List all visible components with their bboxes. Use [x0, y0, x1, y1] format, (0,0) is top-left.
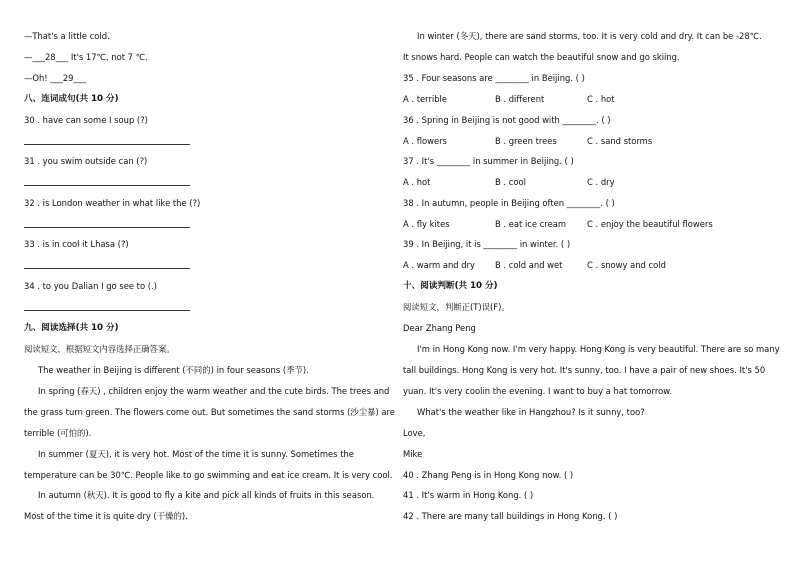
question-35: 35 . Four seasons are ________ in Beijing. ( ): [403, 73, 585, 83]
dialog-line: —___28___ It's 17℃, not 7 ℃.: [24, 52, 148, 62]
option-c[interactable]: C . snowy and cold: [587, 260, 666, 270]
section-10-instruction: 阅读短文，判断正(T)误(F)。: [403, 302, 510, 312]
question-39: 39 . In Beijing, it is ________ in winter. ( ): [403, 239, 571, 249]
option-a[interactable]: A . flowers: [403, 136, 447, 146]
option-c[interactable]: C . hot: [587, 94, 615, 104]
option-a[interactable]: A . terrible: [403, 94, 448, 104]
option-a[interactable]: A . fly kites: [403, 219, 450, 229]
passage-line: the grass turn green. The flowers come out. But sometimes the sand storms (沙尘暴) are: [24, 407, 395, 417]
answer-line-34[interactable]: [24, 310, 190, 311]
question-30: 30 . have can some I soup (?): [24, 115, 148, 125]
answer-line-30[interactable]: [24, 144, 190, 145]
question-42[interactable]: 42 . There are many tall buildings in Hong Kong. ( ): [403, 511, 618, 521]
option-a[interactable]: A . warm and dry: [403, 260, 475, 270]
answer-line-33[interactable]: [24, 268, 190, 269]
dialog-line: —That's a little cold.: [24, 31, 110, 41]
question-31: 31 . you swim outside can (?): [24, 156, 148, 166]
option-b[interactable]: B . cold and wet: [495, 260, 563, 270]
question-32: 32 . is London weather in what like the (?): [24, 198, 201, 208]
answer-line-31[interactable]: [24, 185, 190, 186]
option-a[interactable]: A . hot: [403, 177, 431, 187]
question-33: 33 . is in cool it Lhasa (?): [24, 239, 129, 249]
answer-line-32[interactable]: [24, 227, 190, 228]
question-36: 36 . Spring in Beijing is not good with ________. ( ): [403, 115, 611, 125]
section-8-title: 八、连词成句(共 10 分): [24, 94, 119, 104]
letter-line: yuan. It's very coolin the evening. I want to buy a hat tomorrow.: [403, 386, 672, 396]
option-b[interactable]: B . cool: [495, 177, 526, 187]
section-9-title: 九、阅读选择(共 10 分): [24, 323, 119, 333]
passage-line: It snows hard. People can watch the beautiful snow and go skiing.: [403, 52, 680, 62]
option-b[interactable]: B . different: [495, 94, 545, 104]
passage-line: In winter (冬天), there are sand storms, too. It is very cold and dry. It can be -28℃.: [417, 31, 762, 41]
section-10-title: 十、阅读判断(共 10 分): [403, 281, 498, 291]
section-9-instruction: 阅读短文，根据短文内容选择正确答案。: [24, 344, 175, 354]
option-b[interactable]: B . eat ice cream: [495, 219, 567, 229]
passage-line: Most of the time it is quite dry (干燥的).: [24, 511, 188, 521]
passage-line: In autumn (秋天). It is good to fly a kite and pick all kinds of fruits in this season.: [38, 490, 375, 500]
letter-greeting: Dear Zhang Peng: [403, 323, 476, 333]
question-40[interactable]: 40 . Zhang Peng is in Hong Kong now. ( ): [403, 470, 574, 480]
letter-closing: Love,: [403, 428, 426, 438]
passage-line: In summer (夏天), it is very hot. Most of the time it is sunny. Sometimes the: [38, 449, 354, 459]
passage-line: The weather in Beijing is different (不同的) in four seasons (季节).: [38, 365, 309, 375]
question-37: 37 . It's ________ in summer in Beijing. ( ): [403, 156, 574, 166]
option-c[interactable]: C . enjoy the beautiful flowers: [587, 219, 713, 229]
question-41[interactable]: 41 . It's warm in Hong Kong. ( ): [403, 490, 534, 500]
option-b[interactable]: B . green trees: [495, 136, 557, 146]
letter-signature: Mike: [403, 449, 423, 459]
question-34: 34 . to you Dalian I go see to (.): [24, 281, 157, 291]
dialog-line: —Oh! ___29___: [24, 73, 87, 83]
passage-line: In spring (春天) , children enjoy the warm weather and the cute birds. The trees and: [38, 386, 390, 396]
letter-line: I'm in Hong Kong now. I'm very happy. Hong Kong is very beautiful. There are so many: [417, 344, 780, 354]
question-38: 38 . In autumn, people in Beijing often ________. ( ): [403, 198, 615, 208]
letter-line: What's the weather like in Hangzhou? Is it sunny, too?: [417, 407, 645, 417]
passage-line: terrible (可怕的).: [24, 428, 92, 438]
option-c[interactable]: C . sand storms: [587, 136, 653, 146]
letter-line: tall buildings. Hong Kong is very hot. It's sunny, too. I have a pair of new shoes. It's 50: [403, 365, 766, 375]
passage-line: temperature can be 30℃. People like to go swimming and eat ice cream. It is very cool.: [24, 470, 393, 480]
option-c[interactable]: C . dry: [587, 177, 615, 187]
